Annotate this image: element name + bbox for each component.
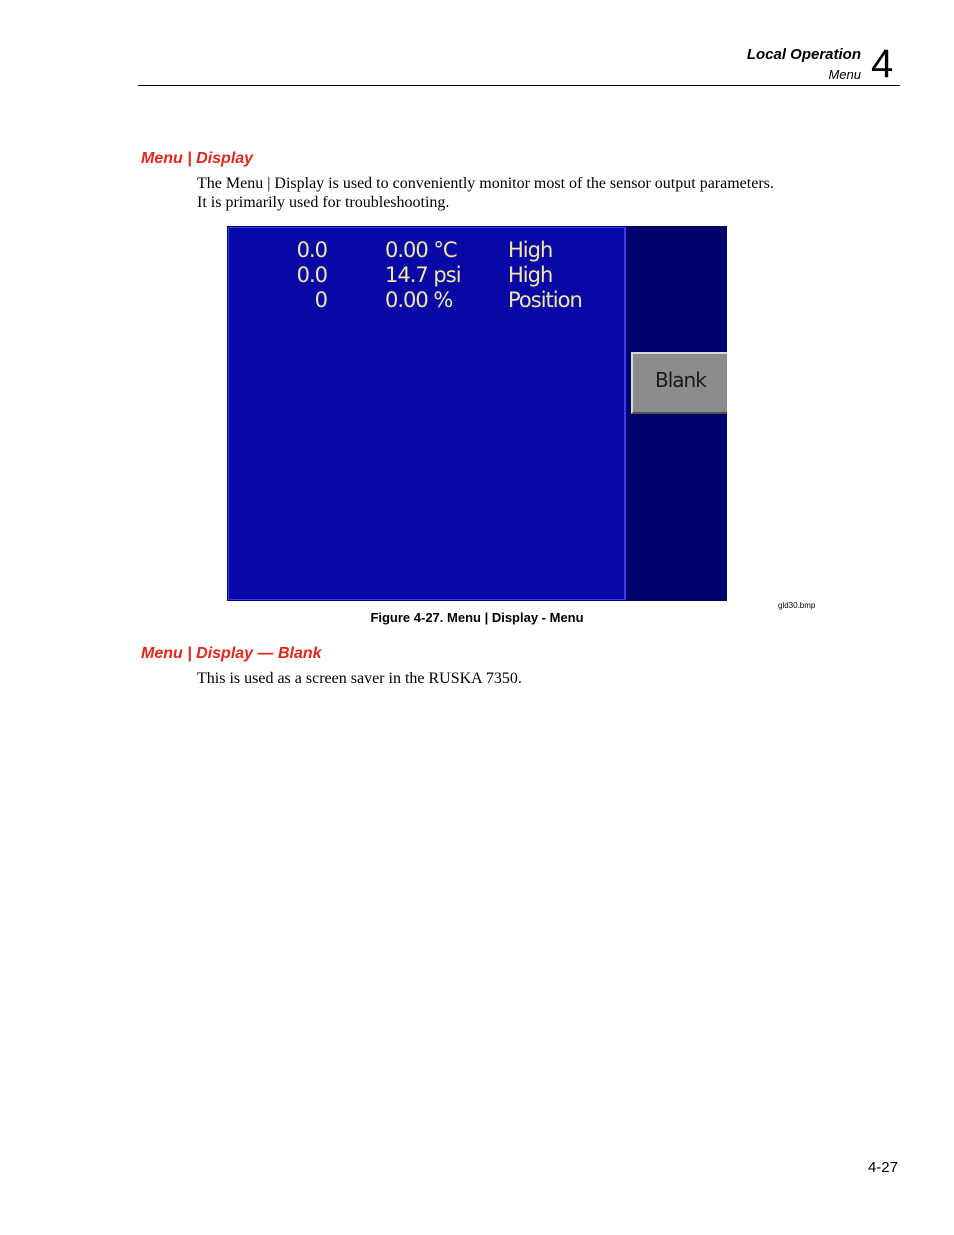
blank-button-label: Blank: [655, 368, 706, 392]
figure-filename: gld30.bmp: [778, 601, 816, 610]
blank-button[interactable]: [631, 352, 727, 414]
page-number: 4-27: [867, 1159, 898, 1176]
row3-value: 0: [314, 288, 327, 312]
figure-caption: Figure 4-27. Menu | Display - Menu: [370, 610, 584, 625]
section-body-line-1: The Menu | Display is used to conveniently monitor most of the sensor output parameters.: [197, 175, 774, 192]
section-heading-blank: Menu | Display — Blank: [141, 645, 322, 662]
row1-value: 0.0: [296, 238, 327, 262]
running-header-subtitle: Menu: [828, 67, 861, 82]
running-header-title: Local Operation: [746, 46, 861, 63]
row1-reading: 0.00 °C: [385, 238, 457, 262]
row3-reading: 0.00 %: [385, 288, 453, 312]
section-body-blank: This is used as a screen saver in the RUSKA 7350.: [197, 670, 522, 687]
section-body-line-2: It is primarily used for troubleshooting.: [197, 194, 450, 211]
chapter-number: 4: [871, 42, 894, 86]
header-rule: [138, 85, 900, 86]
row2-reading: 14.7 psi: [385, 263, 461, 287]
row1-label: High: [508, 238, 553, 262]
row2-value: 0.0: [296, 263, 327, 287]
row2-label: High: [508, 263, 553, 287]
display-screenshot: [227, 226, 727, 601]
section-heading-display: Menu | Display: [141, 150, 254, 167]
row3-label: Position: [508, 288, 582, 312]
sensor-readout-panel: [228, 227, 626, 600]
